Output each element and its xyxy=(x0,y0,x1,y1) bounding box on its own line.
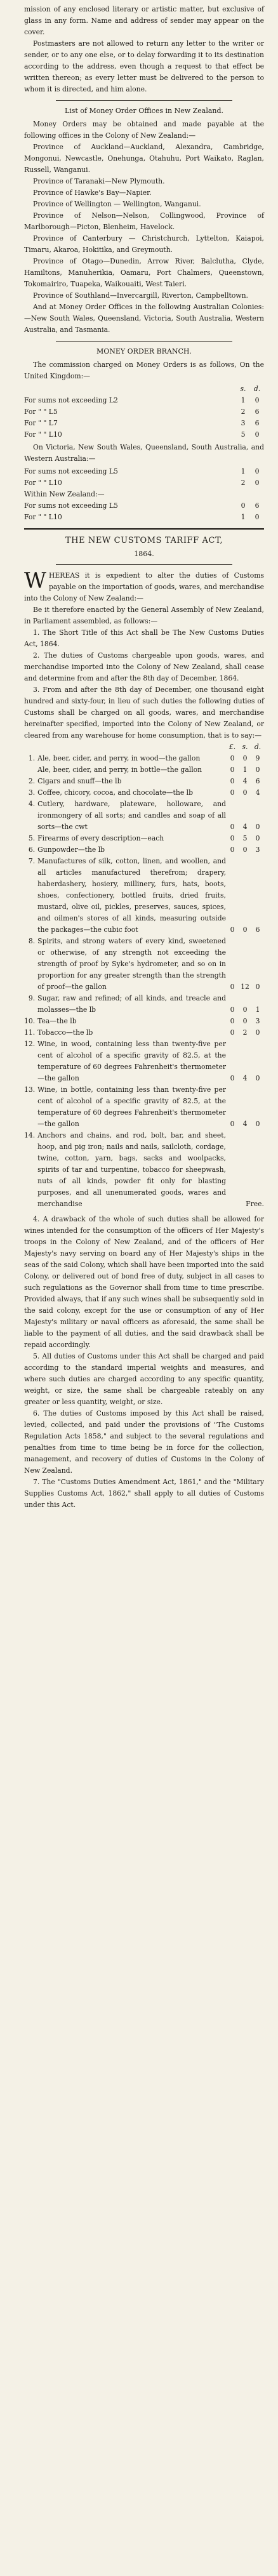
section-divider xyxy=(56,564,232,565)
aus-commission-intro: On Victoria, New South Wales, Queensland, South Australia, and Western Australia:— xyxy=(24,443,264,463)
table-row: 13. Wine, in bottle, containing less than twenty-five per cent of alcohol of a specific gravity of 82.5, at the temperature of 60 degrees Fahrenheit's thermometer—the gallon 0 4 0 xyxy=(24,1086,260,1128)
act-section: 1. The Short Title of this Act shall be The New Customs Duties Act, 1864. xyxy=(24,628,264,648)
preamble-text: HEREAS it is expedient to alter the duties of Customs payable on the importation of goods, wares, and merchandise into the Colony of New Zealand:— xyxy=(24,571,264,602)
table-row: 8. Spirits, and strong waters of every kind, sweetened or otherwise, of any strength not exceeding the strength of proof by Syke's hydrometer, and so on in proportion for any greater strength than the strength of proof—the gallon 0 12 0 xyxy=(28,937,260,991)
money-order-list-title: List of Money Order Offices in New Zealand. xyxy=(64,107,224,115)
double-rule-divider xyxy=(24,528,264,530)
col-head-pence: d. xyxy=(254,743,261,751)
customs-act-preamble xyxy=(24,570,264,604)
money-order-list-intro: Money Orders may be obtained and made payable at the following offices in the Colony of New Zealand:— xyxy=(24,120,264,140)
table-row: For " " L10 5 0 xyxy=(24,430,260,439)
province-item: Province of Nelson—Nelson, Collingwood, Province of Marlborough—Picton, Blenheim, Havelock. xyxy=(24,211,264,231)
drop-cap-letter: W xyxy=(24,568,46,594)
text-column xyxy=(24,4,264,1511)
act-section: 2. The duties of Customs chargeable upon goods, wares, and merchandise imported into the Colony of New Zealand, shall cease and determine from and after the 8th day of December, 1864. xyxy=(24,651,264,682)
province-item: Province of Otago—Dunedin, Arrow River, Balclutha, Clyde, Hamiltons, Manuherikia, Oamaru, Port Chalmers, Queenstown, Tokomairiro, Tuapeka, Waikouaiti, West Taieri. xyxy=(24,257,264,288)
table-row: Within New Zealand:— xyxy=(24,490,105,498)
col-head-pounds: £. xyxy=(228,743,236,751)
table-row: 6. Gunpowder—the lb 0 0 3 xyxy=(28,846,260,854)
province-item: Province of Auckland—Auckland, Alexandra, Cambridge, Mongonui, Newcastle, Onehunga, Otahuhu, Port Waikato, Raglan, Russell, Wanganui. xyxy=(24,143,264,174)
province-item: Province of Canterbury — Christchurch, Lyttelton, Kaiapoi, Timaru, Akaroa, Hokitika, and Greymouth. xyxy=(24,234,264,254)
table-row: Ale, beer, cider, and perry, in bottle—the gallon 0 1 0 xyxy=(37,766,260,774)
table-row: 11. Tobacco—the lb 0 2 0 xyxy=(24,1028,260,1037)
act-section: 5. All duties of Customs under this Act shall be charged and paid according to the standard imperial weights and measures, and where such duties are charged according to any specific quantity, weight, or size, the same shall be chargeable rateably on any greater or less quantity, weight, or size. xyxy=(24,1352,264,1406)
table-row: For " " L5 2 6 xyxy=(24,408,260,416)
money-order-branch-title: MONEY ORDER BRANCH. xyxy=(96,347,192,355)
uk-commission-intro: The commission charged on Money Orders is as follows, On the United Kingdom:— xyxy=(24,361,264,380)
tariff-schedule-table xyxy=(24,741,264,1210)
free-label: Free. xyxy=(246,1200,264,1208)
table-row: 2. Cigars and snuff—the lb 0 4 6 xyxy=(28,777,260,785)
province-item: Province of Wellington — Wellington, Wanganui. xyxy=(33,200,201,208)
act-section: 4. A drawback of the whole of such duties shall be allowed for wines intended for the consumption of the officers of Her Majesty's troops in the Colony of New Zealand, and of the officers of Her Majesty's navy serving on board any of Her Majesty's ships in the seas of the said Colony, which shall have been imported into the said Colony, or delivered out of bond free of duty, subject in all cases to such regulations as the Governor shall from time to time prescribe. Provided always, that if any such wines shall be subsequently sold in the said colony, except for the use or consumption of any of Her Majesty's military or naval officers as aforesaid, the same shall be liable to the payment of all duties, and the said drawback shall be repaid accordingly. xyxy=(24,1215,264,1349)
table-row: 10. Tea—the lb 0 0 3 xyxy=(24,1017,260,1025)
table-row: 4. Cutlery, hardware, plateware, holloware, and ironmongery of all sorts; and candles and soap of all sorts—the cwt 0 4 0 xyxy=(28,800,260,831)
section-divider xyxy=(56,341,232,342)
table-row: For " " L7 3 6 xyxy=(24,419,260,427)
table-row: 9. Sugar, raw and refined; of all kinds, and treacle and molasses—the lb 0 0 1 xyxy=(28,994,260,1014)
col-head-shillings: s. xyxy=(242,743,248,751)
postal-notice-para-2: Postmasters are not allowed to return any letter to the writer or sender, or to any one else, or to delay forwarding it to its destination according to the address, even though a request to that effect be written thereon; as every letter must be delivered to the person to whom it is directed, and him alone. xyxy=(24,39,264,93)
table-row: 3. Coffee, chicory, cocoa, and chocolate—the lb 0 0 4 xyxy=(28,788,260,797)
table-row: For " " L10 2 0 xyxy=(24,479,260,487)
table-row: For sums not exceeding L2 1 0 xyxy=(24,396,260,404)
province-item: Province of Taranaki—New Plymouth. xyxy=(33,177,165,185)
uk-commission-table xyxy=(24,383,264,441)
table-row: 1. Ale, beer, cider, and perry, in wood—the gallon 0 0 9 xyxy=(28,754,260,762)
table-row: 14. Anchors and chains, and rod, bolt, bar, and sheet, hoop, and pig iron; nails and nails, sailcloth, cordage, twine, cotton, yarn, bags, sacks and woolpacks, spirits of tar and turpentine, tobacco for sheepwash, nuts of all kinds, powder fit only for blasting purposes, and all unenumerated goods, wares and merchandise Free. xyxy=(24,1130,264,1210)
col-head-shillings: s. xyxy=(240,385,246,393)
act-section: 6. The duties of Customs imposed by this Act shall be raised, levied, collected, and paid under the provisions of "The Customs Regulation Acts 1858," and subject to the several regulations and penalties from time to time being be in force for the collection, management, and recovery of duties of Customs in the Colony of New Zealand. xyxy=(24,1409,264,1475)
tariff-header-row xyxy=(24,741,264,753)
table-row: 7. Manufactures of silk, cotton, linen, and woollen, and all articles manufactured therefrom; drapery, haberdashery, hosiery, millinery, furs, hats, boots, shoes, confectionery, bottled fruits, dried fruits, mustard, olive oil, pickles, preserves, sauces, spices, and oilmen's stores of all kinds, measuring outside the packages—the cubic foot 0 0 6 xyxy=(28,857,260,934)
province-item: Province of Southland—Invercargill, Riverton, Campbelltown. xyxy=(33,291,248,300)
act-section: 3. From and after the 8th day of December, one thousand eight hundred and sixty-four, in lieu of such duties the following duties of Customs shall be charged on all goods, wares, and merchandise hereinafter specified, imported into the Colony of New Zealand, or cleared from any warehouse for home consumption, that is to say:— xyxy=(24,686,264,740)
table-row: 5. Firearms of every description—each 0 5 0 xyxy=(28,834,260,842)
customs-act-year: 1864. xyxy=(134,550,154,558)
section-divider xyxy=(56,100,232,101)
province-item: And at Money Order Offices in the following Australian Colonies:—New South Wales, Queensland, Victoria, South Australia, Western Australia, and Tasmania. xyxy=(24,303,264,334)
table-row: For sums not exceeding L5 1 0 xyxy=(24,467,260,475)
table-row: For " " L10 1 0 xyxy=(24,513,260,521)
col-head-pence: d. xyxy=(253,385,261,393)
enacting-clause: Be it therefore enacted by the General Assembly of New Zealand, in Parliament assembled, as follows:— xyxy=(24,606,264,625)
customs-act-title: THE NEW CUSTOMS TARIFF ACT, xyxy=(65,536,223,545)
table-row: For sums not exceeding L5 0 6 xyxy=(24,501,260,510)
province-list xyxy=(24,142,264,336)
table-row: 12. Wine, in wood, containing less than twenty-five per cent of alcohol of a specific gravity of 82.5, at the temperature of 60 degrees Fahrenheit's thermometer—the gallon 0 4 0 xyxy=(24,1040,260,1082)
postal-notice-para-1: mission of any enclosed literary or artistic matter, but exclusive of glass in any form. Name and address of sender may appear on the cover. xyxy=(24,5,264,36)
aus-commission-table xyxy=(24,466,264,523)
act-section: 7. The "Customs Duties Amendment Act, 1861," and the "Military Supplies Customs Act, 1862," shall apply to all duties of Customs under this Act. xyxy=(24,1478,264,1509)
province-item: Province of Hawke's Bay—Napier. xyxy=(33,189,152,197)
